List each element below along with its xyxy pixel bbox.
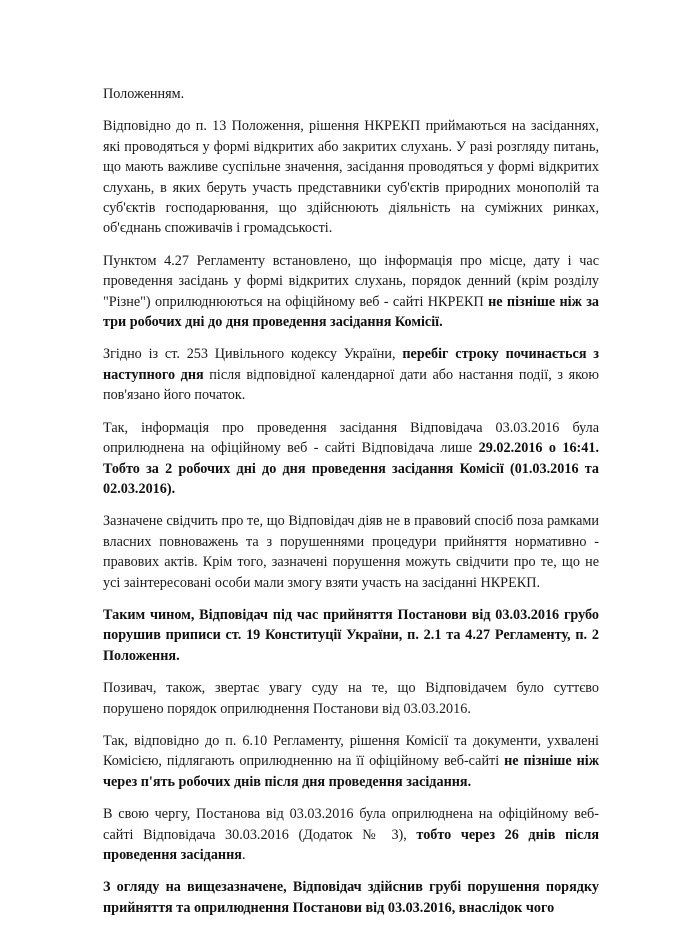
text-segment: після відповідної календарної дати або настання події, з якою пов'язано його початок. bbox=[103, 366, 599, 404]
text-segment: Зазначене свідчить про те, що Відповідач діяв не в правовий спосіб поза рамками власних повноважень та з порушеннями процедури прийняття нормативно - правових актів. Крім того, зазначені порушення можуть свідчити про те, що не усі заінтересовані особи мали змогу взяти участь на засіданні НКРЕКП. bbox=[103, 513, 599, 591]
text-segment: Пунктом 4.27 Регламенту встановлено, що інформація про місце, дату і час проведення засідань у формі відкритих слухань, порядок денний (крім розділу "Різне") оприлюднюються на офіційному веб - сайті НКРЕКП bbox=[103, 252, 599, 310]
paragraph-publication-date bbox=[103, 418, 599, 500]
emphasis-segment: З огляду на вищезазначене, Відповідач здійснив грубі порушення порядку прийняття та оприлюднення Постанови від 03.03.2016, внаслідок чого bbox=[103, 879, 599, 916]
paragraph-final-summary bbox=[103, 877, 599, 918]
emphasis-segment: 29.02.2016 о 16:41. Тобто за 2 робочих дні до дня проведення засідання Комісії (01.03.2016 та 02.03.2016). bbox=[103, 440, 599, 497]
paragraph-26-days bbox=[103, 804, 599, 865]
emphasis-segment: не пізніше ніж за три робочих дні до дня проведення засідання Комісії. bbox=[103, 293, 599, 331]
text-segment: Так, інформація про проведення засідання Відповідача 03.03.2016 була оприлюднена на офіційному веб - сайті Відповідача лише bbox=[103, 419, 599, 457]
emphasis-segment: перебіг строку починається з наступного дня bbox=[103, 346, 599, 383]
text-segment: Відповідно до п. 13 Положення, рішення НКРЕКП приймаються на засіданнях, які проводяться у формі відкритих або закритих слухань. У разі розгляду питань, що мають важливе суспільне значення, засідання проводяться у формі відкритих слухань, в яких беруть участь представники суб'єктів природних монополій та суб'єктів господарювання, що здійснюють діяльність на суміжних ринках, об'єднань споживачів і громадськості. bbox=[103, 118, 599, 237]
paragraph-civil-code-253 bbox=[103, 344, 599, 405]
emphasis-segment: тобто через 26 днів після проведення засідання bbox=[103, 826, 599, 863]
text-segment: В свою чергу, Постанова від 03.03.2016 була оприлюднена на офіційному веб-сайті Відповідача 30.03.2016 (Додаток № 3), bbox=[103, 806, 599, 843]
paragraph-polozhennyam bbox=[103, 84, 599, 104]
document-page bbox=[103, 84, 599, 930]
text-segment: . bbox=[241, 847, 246, 863]
paragraph-meetings-procedure bbox=[103, 116, 599, 238]
emphasis-segment: не пізніше ніж через п'ять робочих днів після дня проведення засідання. bbox=[103, 753, 599, 790]
text-segment: Позивач, також, звертає увагу суду на те, що Відповідачем було суттєво порушено порядок оприлюднення Постанови від 03.03.2016. bbox=[103, 680, 599, 717]
text-segment: Так, відповідно до п. 6.10 Регламенту, рішення Комісії та документи, ухвалені Комісією, підлягають оприлюдненню на її офіційному веб-сайті bbox=[103, 732, 599, 770]
paragraph-unlawful-conduct bbox=[103, 511, 599, 593]
paragraph-regulation-4-27 bbox=[103, 251, 599, 333]
text-segment: Згідно із ст. 253 Цивільного кодексу України, bbox=[103, 346, 403, 363]
paragraph-publication-order bbox=[103, 678, 599, 719]
paragraph-conclusion-violations bbox=[103, 605, 599, 666]
emphasis-segment: Таким чином, Відповідач під час прийняття Постанови від 03.03.2016 грубо порушив приписи ст. 19 Конституції України, п. 2.1 та 4.27 Регламенту, п. 2 Положення. bbox=[103, 606, 599, 664]
text-segment: Положенням. bbox=[103, 86, 185, 102]
paragraph-regulation-6-10 bbox=[103, 731, 599, 792]
